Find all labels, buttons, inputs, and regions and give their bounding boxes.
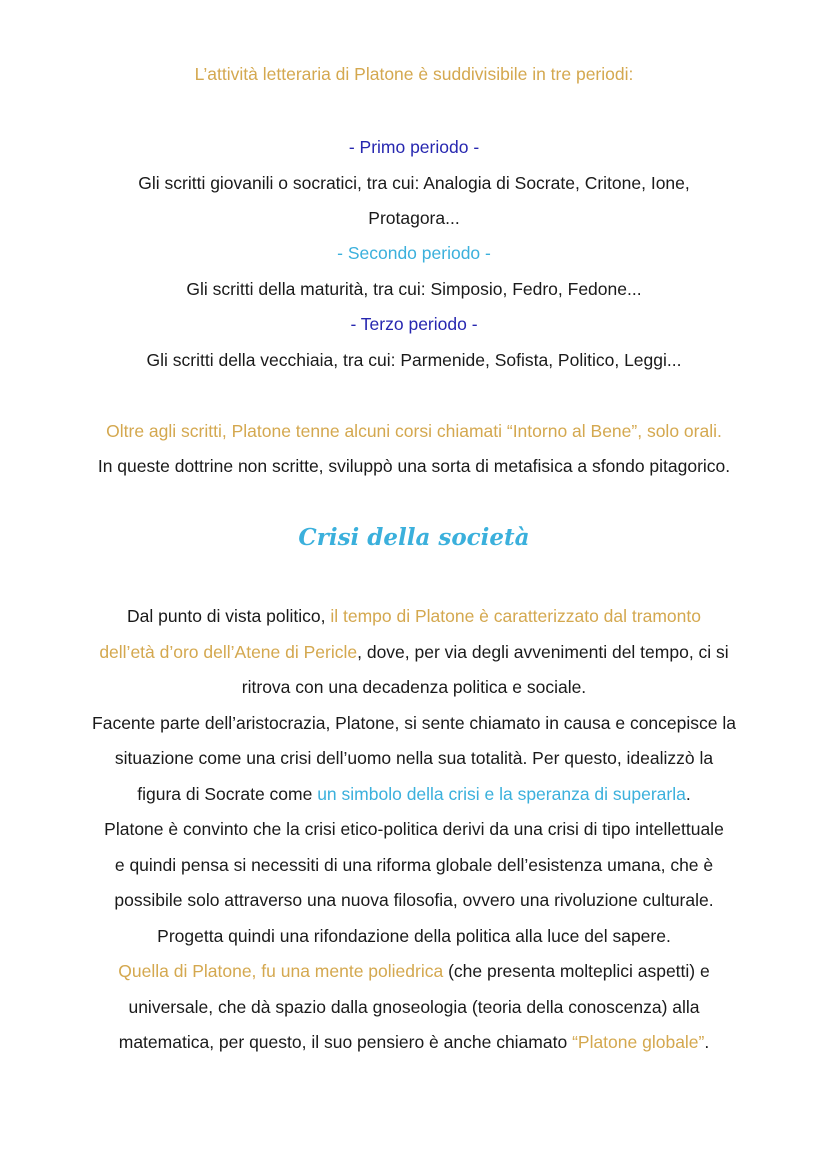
- text-plain: , dove, per via degli avvenimenti del tempo, ci si: [357, 642, 729, 662]
- period-1-text-line-2: Protagora...: [368, 208, 460, 228]
- intro-line: L’attività letteraria di Platone è suddivisibile in tre periodi:: [194, 64, 634, 84]
- period-3-label: - Terzo periodo -: [350, 314, 478, 334]
- text-highlight-gold: il tempo di Platone è caratterizzato dal tramonto: [330, 606, 701, 626]
- paragraph-line: possibile solo attraverso una nuova filosofia, ovvero una rivoluzione culturale.: [114, 890, 714, 910]
- paragraph-line: ritrova con una decadenza politica e sociale.: [241, 677, 587, 697]
- paragraph-line: Facente parte dell’aristocrazia, Platone, si sente chiamato in causa e concepisce la: [92, 713, 736, 733]
- text-plain: figura di Socrate come: [137, 784, 318, 804]
- paragraph-line: Platone è convinto che la crisi etico-politica derivi da una crisi di tipo intellettuale: [104, 819, 724, 839]
- text-highlight-gold: “Platone globale”: [572, 1032, 705, 1052]
- text-plain: Dal punto di vista politico,: [127, 606, 331, 626]
- paragraph-line: universale, che dà spazio dalla gnoseologia (teoria della conoscenza) alla: [128, 997, 700, 1017]
- period-1-label: - Primo periodo -: [348, 137, 480, 157]
- paragraph-line: situazione come una crisi dell’uomo nella sua totalità. Per questo, idealizzò la: [114, 748, 714, 768]
- oral-teaching-text: In queste dottrine non scritte, sviluppò una sorta di metafisica a sfondo pitagorico.: [97, 456, 731, 476]
- text-plain: .: [685, 784, 691, 804]
- text-highlight-gold: Quella di Platone, fu una mente poliedrica: [118, 961, 444, 981]
- text-highlight-cyan: un simbolo della crisi e la speranza di superarla: [317, 784, 686, 804]
- paragraph-line: [40, 640, 788, 664]
- section-title: Crisi della società: [298, 524, 530, 551]
- paragraph-line: Progetta quindi una rifondazione della politica alla luce del sapere.: [157, 926, 671, 946]
- text-plain: .: [704, 1032, 710, 1052]
- paragraph-line: e quindi pensa si necessiti di una riforma globale dell’esistenza umana, che è: [114, 855, 714, 875]
- period-2-label: - Secondo periodo -: [337, 243, 491, 263]
- period-2-text: Gli scritti della maturità, tra cui: Simposio, Fedro, Fedone...: [186, 279, 642, 299]
- period-1-text-line-1: Gli scritti giovanili o socratici, tra cui: Analogia di Socrate, Critone, Ione,: [138, 173, 690, 193]
- paragraph-line: [40, 782, 788, 806]
- paragraph-line: [40, 1030, 788, 1054]
- paragraph-line: [40, 959, 788, 983]
- text-plain: (che presenta molteplici aspetti) e: [443, 961, 710, 981]
- paragraph-line: [40, 604, 788, 628]
- oral-teaching-highlight: Oltre agli scritti, Platone tenne alcuni corsi chiamati “Intorno al Bene”, solo orali.: [106, 421, 722, 441]
- period-3-text: Gli scritti della vecchiaia, tra cui: Parmenide, Sofista, Politico, Leggi...: [146, 350, 682, 370]
- text-highlight-gold: dell’età d’oro dell’Atene di Pericle: [99, 642, 358, 662]
- text-plain: matematica, per questo, il suo pensiero è anche chiamato: [118, 1032, 573, 1052]
